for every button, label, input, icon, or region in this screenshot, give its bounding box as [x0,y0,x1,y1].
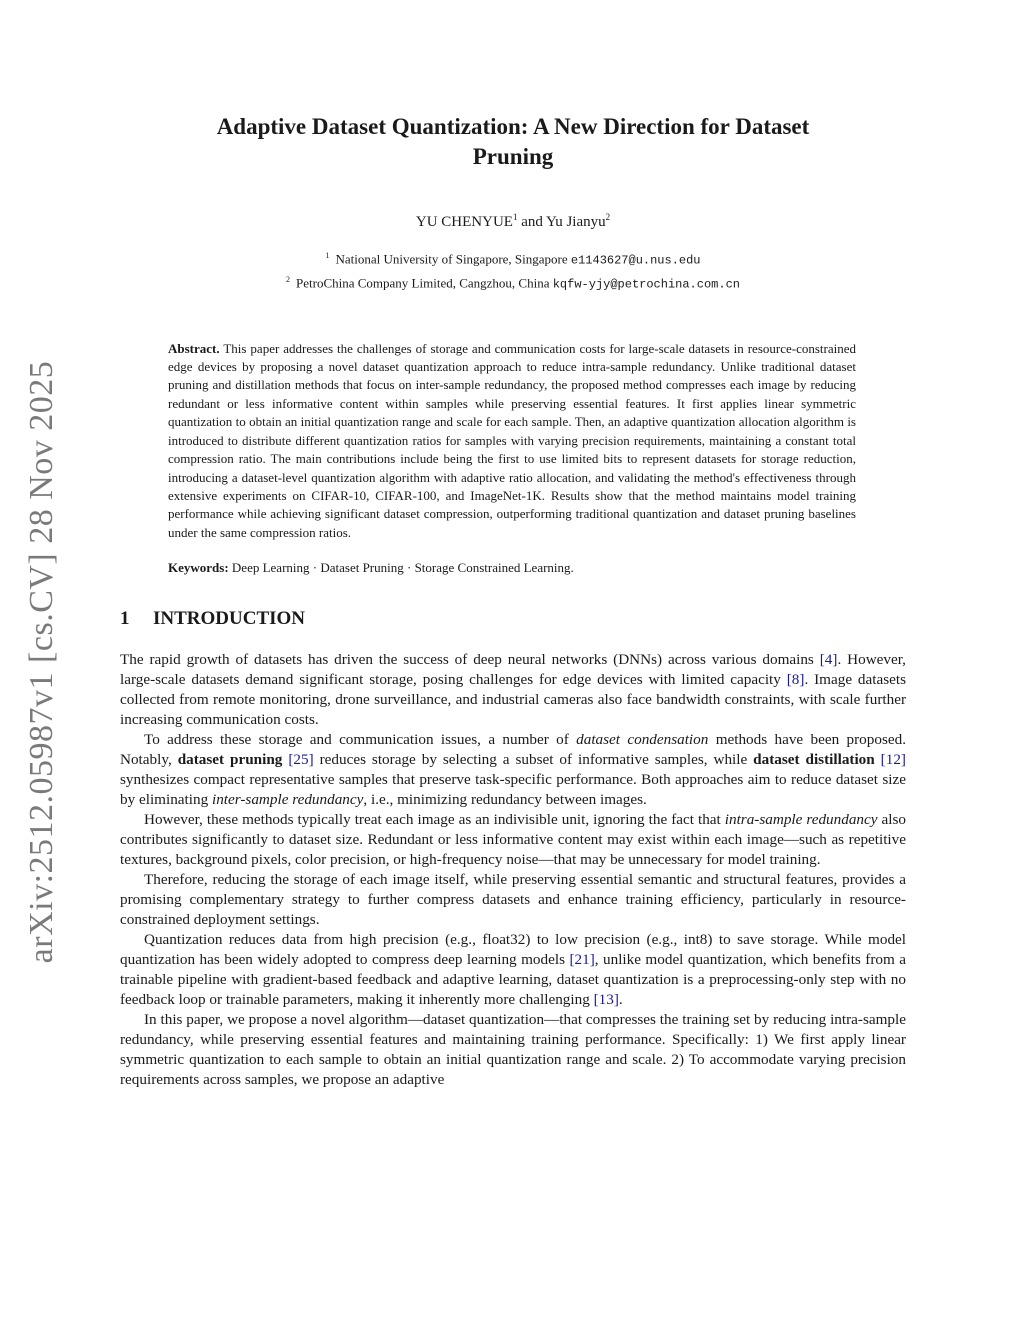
title-line-2: Pruning [472,144,554,169]
author-1: YU CHENYUE [415,214,513,230]
title-line-1: Adaptive Dataset Quantization: A New Direction for Dataset [216,114,810,139]
text-run: . [618,991,623,1009]
text-run: . Image datasets collected from remote monitoring, drone surveillance, and industrial cameras also face bandwidth constraints, with scale further increasing communication costs. [120,671,906,729]
bold-term: dataset pruning [177,751,283,769]
paper-title [158,112,868,172]
section-number: 1 [120,608,130,630]
affiliation-1 [120,246,906,270]
paper-page [120,112,906,1090]
affiliations [120,246,906,295]
text-run: methods have been proposed. Notably, [120,731,906,769]
emphasis: inter-sample redundancy [211,791,364,809]
text-run: The rapid growth of datasets has driven the success of deep neural networks (DNNs) across various domains [120,651,820,669]
citation-link[interactable]: [13] [593,991,619,1009]
citation-link[interactable]: [12] [874,751,906,769]
section-heading [120,608,906,630]
keywords [168,560,856,576]
section-body [120,650,906,1090]
citation-link[interactable]: [8] [786,671,805,689]
paragraph [120,1010,906,1090]
paragraph [120,930,906,1010]
affiliation-2-text: PetroChina Company Limited, Cangzhou, China [296,275,553,291]
keywords-label: Keywords: [168,560,229,576]
arxiv-identifier: arXiv:2512.05987v1 [cs.CV] 28 Nov 2025 [23,360,60,964]
text-run: also contributes significantly to dataset size. Redundant or less informative content may exist within each image—such as repetitive textures, background pixels, color precision, or high-frequency noise—that may be unnecessary for model training. [120,811,906,869]
citation-link[interactable]: [21] [569,951,595,969]
affiliation-2 [120,270,906,294]
affiliation-2-mark: 2 [286,275,291,285]
text-run: , i.e., minimizing redundancy between images. [363,791,647,809]
paragraph [120,870,906,930]
citation-link[interactable]: [25] [282,751,314,769]
text-run: In this paper, we propose a novel algorithm—dataset quantization—that compresses the training set by reducing intra-sample redundancy, while preserving essential features and maintaining training performance. Specifically: 1) We first apply linear symmetric quantization to each sample to obtain an initial quantization range and scale. 2) To accommodate varying precision requirements across samples, we propose an adaptive [120,1011,906,1089]
text-run: However, these methods typically treat each image as an indivisible unit, ignoring the fact that [144,811,725,829]
author-list [120,212,906,231]
text-run: . However, large-scale datasets demand significant storage, posing challenges for edge devices with limited capacity [120,651,906,689]
text-run: To address these storage and communication issues, a number of [144,731,577,749]
abstract [168,340,856,542]
author-conjunction: and [517,214,547,230]
emphasis: intra-sample redundancy [724,811,878,829]
bold-term: dataset distillation [753,751,875,769]
paragraph [120,810,906,870]
text-run: Therefore, reducing the storage of each image itself, while preserving essential semantic and structural features, provides a promising complementary strategy to further compress datasets and enhance training efficiency, particularly in resource-constrained deployment settings. [120,871,906,929]
text-run: Quantization reduces data from high precision (e.g., float32) to low precision (e.g., int8) to save storage. While model quantization has been widely adopted to compress deep learning models [120,931,906,969]
author-2-affil-mark: 2 [605,212,611,222]
affiliation-1-mark: 1 [325,251,330,260]
author-2: Yu Jianyu [546,214,606,230]
emphasis: dataset condensation [576,731,709,749]
text-run: synthesizes compact representative samples that preserve task-specific performance. Both approaches aim to reduce dataset size by eliminating [120,771,906,809]
affiliation-1-text: National University of Singapore, Singapore [335,251,571,267]
section-title: INTRODUCTION [153,608,306,630]
paragraph [120,650,906,730]
citation-link[interactable]: [4] [819,651,838,669]
keywords-text: Deep Learning · Dataset Pruning · Storage Constrained Learning. [228,560,574,576]
paragraph [120,730,906,810]
affiliation-1-email[interactable]: e1143627@u.nus.edu [570,253,701,268]
text-run: , unlike model quantization, which benefits from a trainable pipeline with gradient-based feedback and adaptive learning, dataset quantization is a preprocessing-only step with no feedback loop or trainable parameters, making it inherently more challenging [120,951,907,1009]
text-run: reduces storage by selecting a subset of informative samples, while [313,751,754,769]
author-1-affil-mark: 1 [512,212,518,222]
abstract-text: This paper addresses the challenges of storage and communication costs for large-scale datasets in resource-constrained edge devices by proposing a novel dataset quantization approach to reduce intra-sample redundancy. Unlike traditional dataset pruning and distillation methods that focus on inter-sample redundancy, the proposed method compresses each image by reducing redundant or less informative content within samples while preserving essential features. It first applies linear symmetric quantization to obtain an initial quantization range and scale for each sample. Then, an adaptive quantization allocation algorithm is introduced to distribute different quantization ratios for samples with varying precision requirements, maintaining a constant total compression ratio. The main contributions include being the first to use limited bits to represent datasets for storage reduction, introducing a dataset-level quantization algorithm with adaptive ratio allocation, and validating the method's effectiveness through extensive experiments on CIFAR-10, CIFAR-100, and ImageNet-1K. Results show that the method maintains model training performance while achieving significant dataset compression, outperforming traditional quantization and dataset pruning baselines under the same compression ratios. [168,340,856,540]
abstract-label: Abstract. [168,340,220,356]
affiliation-2-email[interactable]: kqfw-yjy@petrochina.com.cn [552,277,740,292]
